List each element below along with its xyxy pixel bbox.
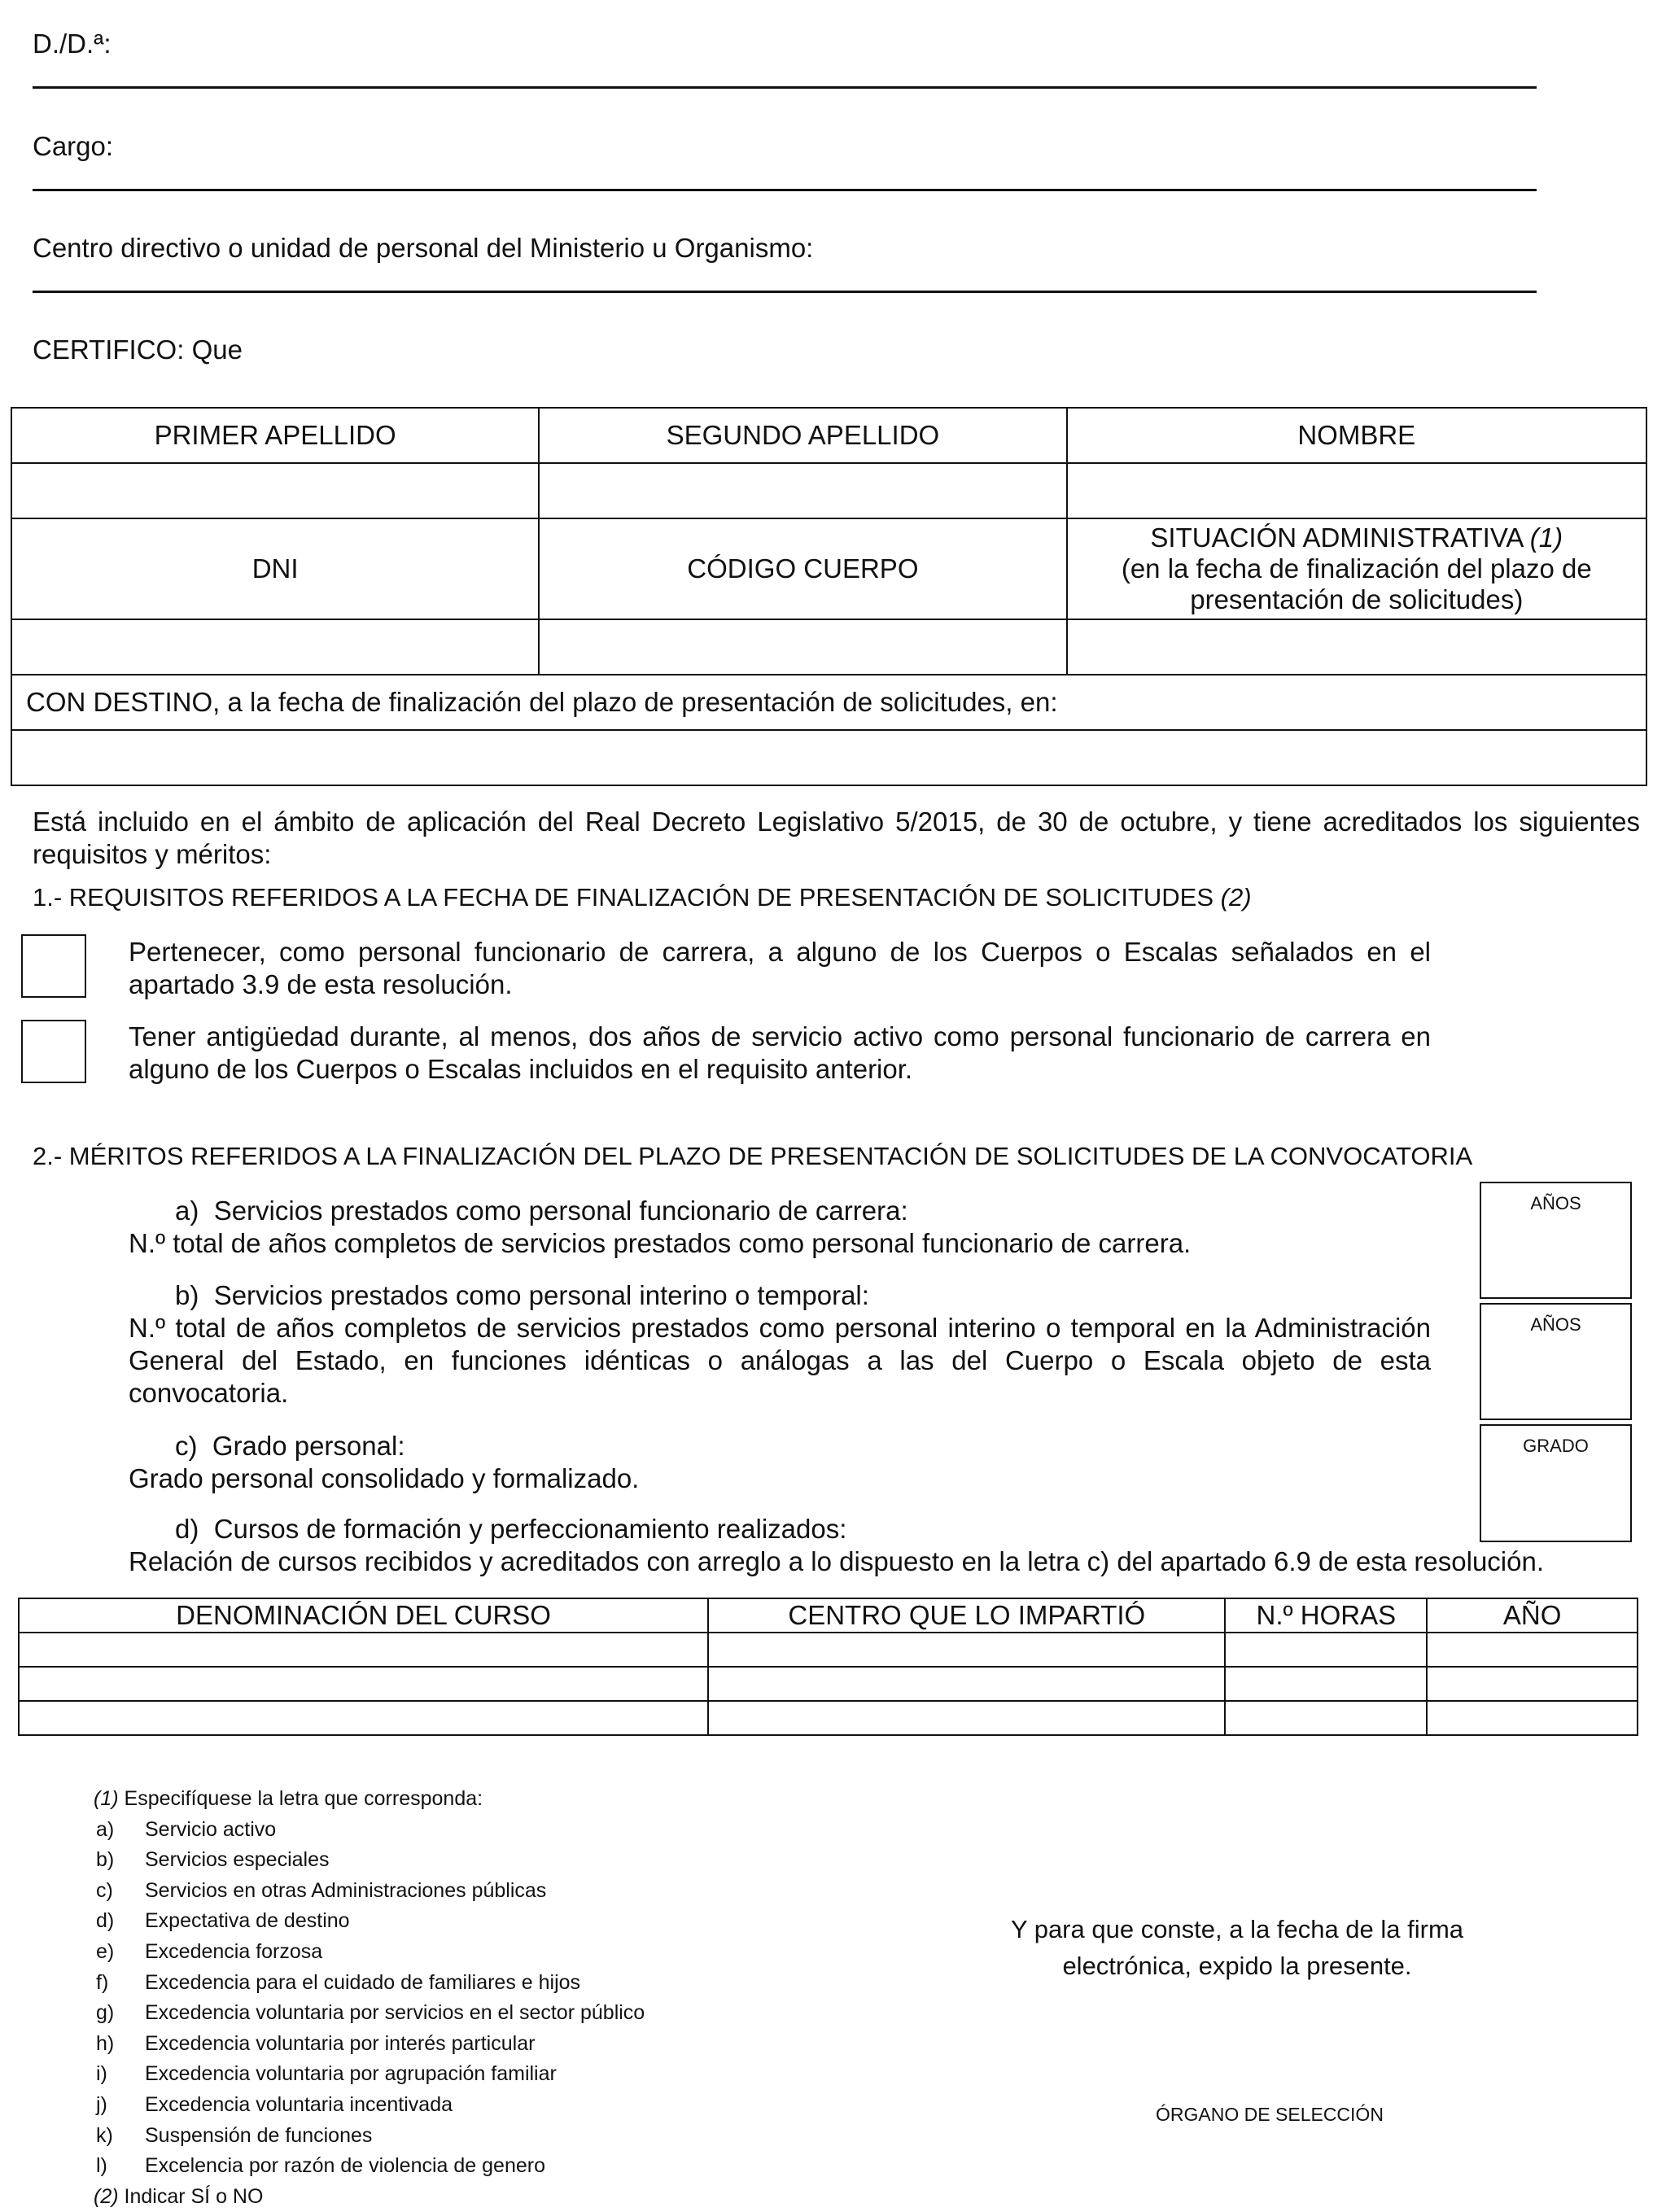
- grado-box[interactable]: [1480, 1424, 1632, 1542]
- grado-label: GRADO: [1523, 1436, 1589, 1456]
- item-text: Expectativa de destino: [145, 1909, 350, 1933]
- item-text: Servicios especiales: [145, 1848, 330, 1872]
- merito-c-text: Grado personal consolidado y formalizado.: [129, 1463, 640, 1493]
- header-dni: DNI: [11, 518, 539, 619]
- list-item: [0, 2121, 895, 2152]
- horas-field[interactable]: [1225, 1667, 1427, 1701]
- denominacion-field[interactable]: [19, 1633, 708, 1667]
- denominacion-field[interactable]: [19, 1667, 708, 1701]
- dd-label: D./D.ª:: [33, 28, 112, 59]
- list-item: [0, 1937, 895, 1968]
- footnote-2-text: Indicar SÍ o NO: [124, 2184, 264, 2208]
- footnote-1-mark: (1): [94, 1787, 119, 1810]
- item-text: Excedencia voluntaria por servicios en el sector público: [145, 2001, 645, 2025]
- item-text: Servicio activo: [145, 1817, 277, 1841]
- item-text: Excedencia voluntaria incentivada: [145, 2092, 453, 2116]
- cargo-label: Cargo:: [33, 131, 114, 161]
- list-item: [0, 1968, 895, 1999]
- anos-interino-box[interactable]: [1480, 1303, 1632, 1420]
- codigo-cuerpo-field[interactable]: [539, 619, 1066, 675]
- merito-a-heading: [175, 1195, 908, 1227]
- requisito-1-checkbox[interactable]: [21, 934, 86, 998]
- item-letter: j): [96, 2092, 107, 2116]
- ano-field[interactable]: [1427, 1667, 1638, 1701]
- merito-d-letter: d): [175, 1514, 199, 1544]
- intro-paragraph: Está incluido en el ámbito de aplicación del Real Decreto Legislativo 5/2015, de 30 de octubre, y tiene acreditados los siguientes requisitos y méritos:: [33, 807, 1640, 869]
- header-nombre: NOMBRE: [1067, 408, 1646, 463]
- item-text: Excedencia voluntaria por interés particular: [145, 2031, 536, 2055]
- item-letter: e): [96, 1939, 115, 1963]
- requisito-1-text: Pertenecer, como personal funcionario de carrera, a alguno de los Cuerpos o Escalas señalados en el apartado 3.9 de esta resolución.: [129, 937, 1431, 999]
- horas-field[interactable]: [1225, 1633, 1427, 1667]
- merito-b-letter: b): [175, 1280, 199, 1310]
- horas-field[interactable]: [1225, 1701, 1427, 1735]
- merito-d-text: Relación de cursos recibidos y acreditados con arreglo a lo dispuesto en la letra c) del apartado 6.9 de esta resolución.: [129, 1546, 1545, 1576]
- item-text: Servicios en otras Administraciones públicas: [145, 1878, 547, 1902]
- merito-b-title: Servicios prestados como personal interino o temporal:: [213, 1280, 869, 1310]
- centro-field[interactable]: [708, 1701, 1225, 1735]
- item-letter: c): [96, 1878, 113, 1902]
- list-item: [0, 2151, 895, 2182]
- item-letter: g): [96, 2001, 115, 2025]
- item-letter: b): [96, 1848, 115, 1872]
- closing-line-1: Y para que conste, a la fecha de la firma: [1010, 1915, 1464, 1943]
- merito-d-heading: [175, 1513, 846, 1545]
- list-item: [0, 1876, 895, 1907]
- header-denominacion: DENOMINACIÓN DEL CURSO: [19, 1598, 708, 1633]
- footnote-2: [0, 2182, 895, 2212]
- footnote-1-text: Especifíquese la letra que corresponda:: [124, 1787, 483, 1810]
- item-text: Excedencia para el cuidado de familiares e hijos: [145, 1970, 581, 1994]
- header-situacion-administrativa: [1067, 518, 1646, 619]
- primer-apellido-field[interactable]: [11, 463, 539, 518]
- merito-c-title: Grado personal:: [212, 1431, 405, 1461]
- item-text: Excedencia voluntaria por agrupación familiar: [145, 2062, 557, 2086]
- list-item: [0, 2029, 895, 2060]
- dni-field[interactable]: [11, 619, 539, 675]
- item-text: Excedencia forzosa: [145, 1939, 323, 1963]
- list-item: [0, 2059, 895, 2090]
- item-letter: l): [96, 2154, 107, 2178]
- requisitos-title-text: 1.- REQUISITOS REFERIDOS A LA FECHA DE FINALIZACIÓN DE PRESENTACIÓN DE SOLICITUDES: [33, 883, 1214, 911]
- anos-carrera-label: AÑOS: [1530, 1193, 1581, 1213]
- ano-field[interactable]: [1427, 1701, 1638, 1735]
- centro-field[interactable]: [708, 1667, 1225, 1701]
- requisitos-title: [33, 882, 1252, 913]
- requisitos-note-mark: (2): [1220, 883, 1252, 911]
- merito-c-heading: [175, 1430, 405, 1462]
- merito-d-title: Cursos de formación y perfeccionamiento realizados:: [213, 1514, 847, 1544]
- header-segundo-apellido: SEGUNDO APELLIDO: [539, 408, 1066, 463]
- merito-c-letter: c): [175, 1431, 198, 1461]
- destino-field[interactable]: [11, 730, 1646, 785]
- centro-field[interactable]: [708, 1633, 1225, 1667]
- footnotes: [0, 1784, 895, 2212]
- list-item: [0, 1845, 895, 1876]
- situacion-subtitle: (en la fecha de finalización del plazo de presentación de solicitudes): [1121, 553, 1592, 614]
- item-letter: f): [96, 1970, 109, 1994]
- situacion-field[interactable]: [1067, 619, 1646, 675]
- requisito-2-text: Tener antigüedad durante, al menos, dos años de servicio activo como personal funcionario de carrera en alguno de los Cuerpos o Escalas incluidos en el requisito anterior.: [129, 1021, 1431, 1084]
- merito-b-text: N.º total de años completos de servicios prestados como personal interino o temporal en la Administración General del Estado, en funciones idénticas o análogas a las del Cuerpo o Escala objeto de esta convocatoria.: [129, 1313, 1431, 1408]
- footnote-2-mark: (2): [94, 2184, 119, 2208]
- anos-carrera-box[interactable]: [1480, 1182, 1632, 1299]
- header-horas: N.º HORAS: [1225, 1598, 1427, 1633]
- nombre-field[interactable]: [1067, 463, 1646, 518]
- item-letter: a): [96, 1817, 115, 1841]
- meritos-title: 2.- MÉRITOS REFERIDOS A LA FINALIZACIÓN DEL PLAZO DE PRESENTACIÓN DE SOLICITUDES DE LA CONVOCATORIA: [33, 1142, 1473, 1170]
- header-centro: CENTRO QUE LO IMPARTIÓ: [708, 1598, 1225, 1633]
- cargo-line: [33, 189, 1537, 191]
- closing-text: [960, 1911, 1514, 1984]
- footnote-1: [0, 1784, 895, 1815]
- dd-line: [33, 86, 1537, 89]
- table-row: [19, 1633, 1638, 1667]
- list-item: [0, 1815, 895, 1846]
- item-letter: k): [96, 2123, 113, 2147]
- merito-a-text: N.º total de años completos de servicios prestados como personal funcionario de carrera.: [129, 1228, 1192, 1258]
- identification-table: [11, 407, 1647, 786]
- header-codigo-cuerpo: CÓDIGO CUERPO: [539, 518, 1066, 619]
- anos-interino-label: AÑOS: [1530, 1314, 1581, 1335]
- cursos-table: [18, 1598, 1638, 1736]
- closing-line-2: electrónica, expido la presente.: [1062, 1952, 1412, 1980]
- table-row: [19, 1667, 1638, 1701]
- denominacion-field[interactable]: [19, 1701, 708, 1735]
- merito-a-title: Servicios prestados como personal funcionario de carrera:: [213, 1196, 908, 1226]
- header-ano: AÑO: [1427, 1598, 1638, 1633]
- item-letter: d): [96, 1909, 115, 1933]
- header-primer-apellido: PRIMER APELLIDO: [11, 408, 539, 463]
- item-text: Excelencia por razón de violencia de genero: [145, 2154, 545, 2178]
- item-text: Suspensión de funciones: [145, 2123, 373, 2147]
- centro-line: [33, 291, 1537, 293]
- destino-label: CON DESTINO, a la fecha de finalización del plazo de presentación de solicitudes, en:: [11, 675, 1646, 730]
- situacion-note-mark: (1): [1529, 522, 1563, 553]
- organo-seleccion: ÓRGANO DE SELECCIÓN: [1156, 2104, 1384, 2125]
- item-letter: i): [96, 2062, 107, 2086]
- merito-a-letter: a): [175, 1196, 199, 1226]
- segundo-apellido-field[interactable]: [539, 463, 1066, 518]
- situacion-title: SITUACIÓN ADMINISTRATIVA: [1150, 522, 1523, 553]
- certifico-label: CERTIFICO: Que: [33, 334, 243, 365]
- list-item: [0, 1906, 895, 1937]
- item-letter: h): [96, 2031, 115, 2055]
- requisito-2-checkbox[interactable]: [21, 1020, 86, 1083]
- merito-b-heading: [175, 1279, 869, 1312]
- list-item: [0, 1998, 895, 2029]
- list-item: [0, 2090, 895, 2121]
- centro-label: Centro directivo o unidad de personal del Ministerio u Organismo:: [33, 233, 814, 263]
- ano-field[interactable]: [1427, 1633, 1638, 1667]
- table-row: [19, 1701, 1638, 1735]
